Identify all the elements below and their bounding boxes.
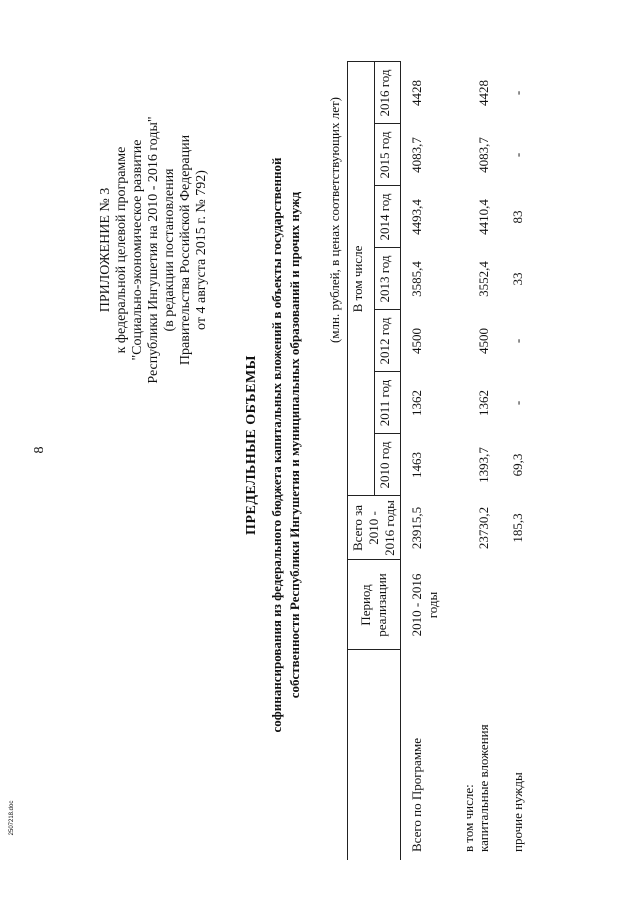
header-year: 2016 год [374,62,401,124]
row-value: 33 [510,272,525,286]
funding-table [347,62,528,861]
footer-code: 2507218.doc [9,800,15,836]
appendix-block [98,60,210,440]
page-number: 8 [32,446,47,454]
table-row [443,62,494,860]
row-value: 4428 [409,80,424,106]
appendix-line: Правительства Российской Федерации [178,134,193,366]
row-value: - [510,90,525,96]
row-value: 1463 [409,452,424,478]
row-value: 4428 [476,80,491,106]
capital-label: капитальные вложения [476,724,491,852]
header-empty [348,650,401,860]
table-row [401,62,444,860]
row-value: 4410,4 [476,199,491,235]
row-value: 4083,7 [409,137,424,173]
row-value: - [510,400,525,406]
row-value: - [510,152,525,158]
header-year: 2011 год [374,372,401,434]
header-year: 2015 год [374,124,401,186]
appendix-line: Республики Ингушетия на 2010 - 2016 годы" [146,116,161,384]
row-period: 2010 - 2016 годы [409,573,440,637]
appendix-line: "Социально-экономическое развитие [130,139,145,361]
row-value: 4500 [476,328,491,354]
header-year: 2010 год [374,434,401,496]
row-sum: 23730,2 [476,506,491,550]
header-year: 2012 год [374,310,401,372]
title-heading: ПРЕДЕЛЬНЫЕ ОБЪЕМЫ [244,355,259,535]
appendix-line: к федеральной целевой программе [114,146,129,354]
row-sum: 185,3 [510,513,525,543]
table-row [494,62,528,860]
row-value: 83 [510,210,525,224]
row-value: 1393,7 [476,447,491,483]
row-value: 3585,4 [409,261,424,297]
row-value: - [510,338,525,344]
title-line: софинансирования из федерального бюджета капитальных вложений в объекты государственной [269,157,284,733]
header-including: В том числе [348,62,375,496]
row-value: 4493,4 [409,199,424,235]
rotated-page [20,20,620,870]
row-name: Всего по Программе [409,737,424,852]
including-label: в том числе: [461,784,476,852]
row-value: 1362 [409,390,424,416]
row-sum: 23915,5 [409,506,424,550]
row-value: 4500 [409,328,424,354]
row-value: 69,3 [510,453,525,477]
appendix-line: (в редакции постановления [162,168,177,332]
header-year: 2014 год [374,186,401,248]
header-total: Всего за 2010 - 2016 годы [348,496,401,560]
row-value: 4083,7 [476,137,491,173]
row-value: 3552,4 [476,261,491,297]
document-title [244,20,304,870]
row-name [443,650,494,860]
header-year: 2013 год [374,248,401,310]
appendix-line: ПРИЛОЖЕНИЕ № 3 [98,187,113,313]
title-line: собственности Республики Ингушетия и муниципальных образований и прочих нужд [287,191,302,699]
appendix-line: от 4 августа 2015 г. № 792) [194,170,209,330]
header-period: Период реализации [348,560,401,650]
row-name: прочие нужды [510,772,525,852]
row-value: 1362 [476,390,491,416]
units-note: (млн. рублей, в ценах соответствующих лет) [327,96,342,344]
